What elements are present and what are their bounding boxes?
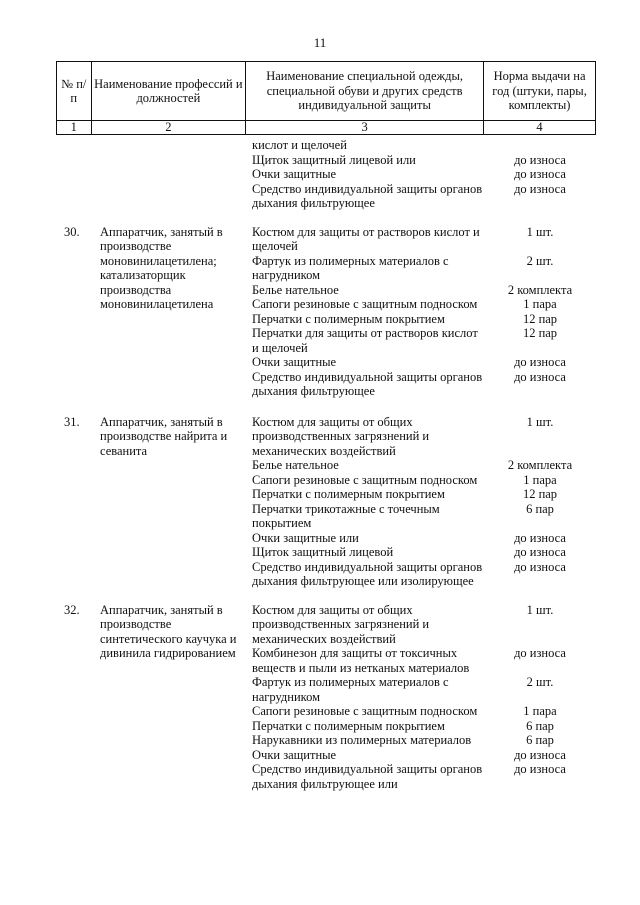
list-item [250,312,596,327]
list-item [250,355,596,370]
item-norm: 6 пар [526,718,554,733]
item-norm: до износа [514,747,566,762]
item-norm: до износа [514,369,566,384]
item-norm: до износа [514,545,566,559]
item-norm: 2 шт. [526,675,554,689]
list-item [250,704,596,719]
list-item [250,545,596,560]
item-name: Очки защитные [252,167,337,181]
list-item [250,748,596,763]
item-name: Комбинезон для защиты от токсичных веществ и пыли из нетканых материалов [252,646,470,675]
header-protective-equipment: Наименование специальной одежды, специальной обуви и других средств индивидуальной защиты [246,62,484,121]
list-item [250,283,596,298]
list-item [250,167,596,182]
table-body [56,138,596,791]
list-item [250,153,596,168]
item-name: Сапоги резиновые с защитным подноском [252,704,478,718]
list-item [250,182,596,211]
list-item [250,531,596,546]
list-item [250,458,596,473]
item-norm: 12 пар [522,326,558,340]
item-name: Средство индивидуальной защиты органов дыхания фильтрующее или изолирующее [252,559,483,588]
item-name: Фартук из полимерных материалов с нагрудником [252,675,449,704]
item-norm: до износа [514,530,566,545]
list-item [250,502,596,531]
item-name: Перчатки с полимерным покрытием [252,487,445,501]
item-norm: до износа [514,559,566,574]
item-name: Очки защитные [252,355,337,369]
table-row [56,225,596,399]
item-name: Белье нательное [252,282,339,297]
item-name: Очки защитные или [252,530,359,545]
item-name: Нарукавники из полимерных материалов [252,733,472,747]
item-name: Перчатки для защиты от растворов кислот и щелочей [252,326,478,355]
item-norm: до износа [514,355,566,369]
list-item [250,762,596,791]
list-item [250,138,596,153]
item-name: Фартук из полимерных материалов с нагрудником [252,253,449,282]
item-name: Сапоги резиновые с защитным подноском [252,297,478,311]
item-name: Перчатки с полимерным покрытием [252,311,445,326]
page-number: 11 [313,35,327,50]
item-name: кислот и щелочей [252,138,347,152]
profession-name: Аппаратчик, занятый в производстве моновинилацетилена; катализаторщик производства моновинилацетилена [100,224,223,311]
list-item [250,370,596,399]
item-norm: 1 шт. [526,602,554,617]
column-number-1: 1 [57,121,92,135]
item-norm: 1 пара [523,704,557,718]
list-item [250,487,596,502]
item-name: Перчатки с полимерным покрытием [252,718,445,733]
list-item [250,675,596,704]
item-name: Очки защитные [252,747,337,762]
continuation-entry [56,138,596,211]
item-norm: 12 пар [522,311,558,326]
item-norm: 1 пара [523,472,557,487]
item-name: Средство индивидуальной защиты органов дыхания фильтрующее [252,181,483,210]
item-norm: до износа [514,152,566,167]
item-name: Перчатки трикотажные с точечным покрытием [252,501,440,530]
item-norm: до износа [514,762,566,776]
table-row [56,603,596,792]
column-number-3: 3 [246,121,484,135]
column-number-2: 2 [91,121,246,135]
header-profession: Наименование профессий и должностей [91,62,246,121]
list-item [250,326,596,355]
item-norm: 1 шт. [526,224,554,239]
item-name: Щиток защитный лицевой или [252,152,416,167]
item-norm: 2 комплекта [507,282,573,297]
item-norm: 6 пар [526,501,554,516]
item-norm: до износа [514,646,566,660]
header-issue-norm: Норма выдачи на год (штуки, пары, комплекты) [484,62,596,121]
row-number: 32. [64,602,80,617]
item-norm: 2 шт. [526,253,554,268]
item-norm: до износа [514,181,566,196]
list-item [250,733,596,748]
item-norm: 12 пар [522,487,558,501]
item-norm: 1 шт. [526,414,554,429]
item-norm: 1 пара [523,297,557,311]
row-number: 31. [64,414,80,429]
list-item [250,560,596,589]
item-norm: 6 пар [526,733,554,747]
header-number: № п/п [57,62,92,121]
list-item [250,646,596,675]
item-name: Сапоги резиновые с защитным подноском [252,472,478,487]
item-name: Щиток защитный лицевой [252,545,394,559]
item-norm [484,138,596,153]
list-item [250,297,596,312]
item-norm: до износа [514,167,566,181]
column-number-4: 4 [484,121,596,135]
item-name: Костюм для защиты от растворов кислот и щелочей [252,224,480,253]
item-name: Средство индивидуальной защиты органов дыхания фильтрующее [252,369,483,398]
item-name: Костюм для защиты от общих производственных загрязнений и механических воздействий [252,414,430,458]
item-name: Белье нательное [252,458,339,472]
item-norm: 2 комплекта [507,458,573,472]
table-row [56,415,596,589]
list-item [250,719,596,734]
profession-name: Аппаратчик, занятый в производстве найрита и севанита [100,414,228,458]
profession-name: Аппаратчик, занятый в производстве синтетического каучука и дивинила гидрированием [100,602,237,660]
list-item [250,225,596,254]
table-header [56,61,596,135]
list-item [250,603,596,647]
row-number: 30. [64,224,80,239]
list-item [250,473,596,488]
item-name: Костюм для защиты от общих производственных загрязнений и механических воздействий [252,602,430,646]
list-item [250,415,596,459]
item-name: Средство индивидуальной защиты органов дыхания фильтрующее или [252,762,483,791]
list-item [250,254,596,283]
